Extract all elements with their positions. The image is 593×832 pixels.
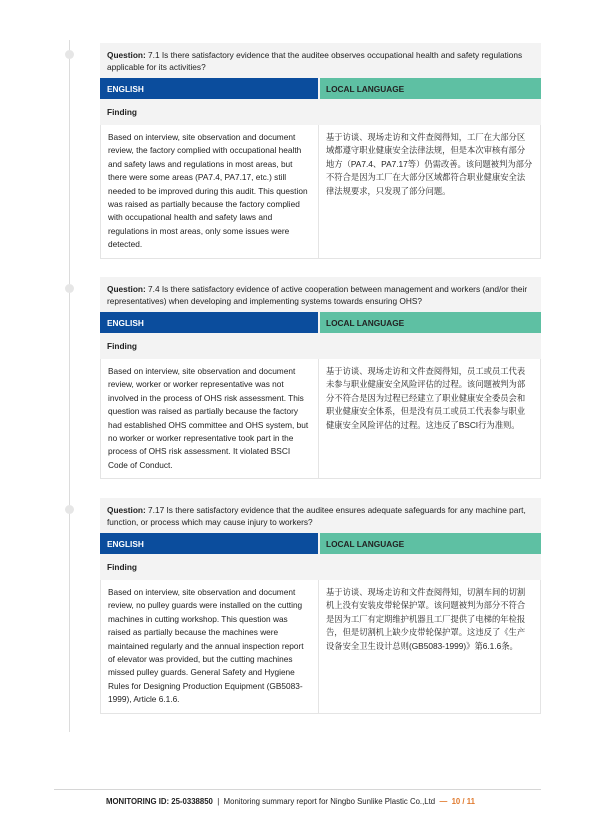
english-header: ENGLISH bbox=[100, 312, 318, 333]
timeline-dot bbox=[65, 505, 74, 514]
monitoring-id: MONITORING ID: 25-0338850 bbox=[106, 797, 213, 806]
page-number: 10 / 11 bbox=[451, 797, 475, 806]
finding-content-row bbox=[100, 359, 541, 479]
question-label: Question: bbox=[107, 284, 146, 294]
finding-local-text: 基于访谈、现场走访和文件查阅得知，员工或员工代表未参与职业健康安全风险评估的过程。该问题被判为部分不符合是因为过程已经建立了职业健康安全委员会和职业健康安全体系，但是没有员工或员工代表参与职业健康安全风险评估的过程。这违反了BSCI行为准则。 bbox=[319, 359, 540, 478]
finding-content-row bbox=[100, 125, 541, 259]
language-header-row bbox=[100, 312, 541, 333]
language-header-row bbox=[100, 533, 541, 554]
question-text: 7.17 Is there satisfactory evidence that the auditee ensures adequate safeguards for any machine part, function, or process which may cause injury to workers? bbox=[107, 505, 526, 527]
footer-separator: | bbox=[217, 797, 220, 806]
finding-english-text: Based on interview, site observation and document review, no pulley guards were installed on the cutting machines in cutting workshop. This question was raised as partially because the machines were maintained regularly and the annual inspection report of elevator was provided, but the cutting machines missed pulley guards. General Safety and Hygiene Rules for Designing Production Equipment (GB5083-1999), Article 6.1.6. bbox=[101, 580, 319, 713]
finding-english-text: Based on interview, site observation and document review, worker or worker representative was not involved in the process of OHS risk assessment. This question was raised as partially because the factory had established OHS committee and OHS system, but no worker or worker representative took part in the process of OHS risk assessment. It violated BSCI Code of Conduct. bbox=[101, 359, 319, 478]
question-label: Question: bbox=[107, 50, 146, 60]
question-text: 7.1 Is there satisfactory evidence that the auditee observes occupational health and safety regulations applicable for its activities? bbox=[107, 50, 523, 72]
finding-local-text: 基于访谈、现场走访和文件查阅得知，工厂在大部分区域都遵守职业健康安全法律法规，但是本次审核有部分地方（PA7.4、PA7.17等）仍需改善。该问题被判为部分不符合是因为工厂在大部分区域都符合职业健康安全法律法规要求，只发现了部分问题。 bbox=[319, 125, 540, 258]
finding-label: Finding bbox=[100, 99, 541, 125]
timeline-line bbox=[69, 40, 70, 732]
finding-label: Finding bbox=[100, 554, 541, 580]
page-footer bbox=[106, 797, 475, 806]
local-language-header: LOCAL LANGUAGE bbox=[320, 78, 541, 99]
question-heading bbox=[100, 498, 541, 533]
finding-local-text: 基于访谈、现场走访和文件查阅得知，切割车间的切割机上没有安装皮带轮保护罩。该问题被判为部分不符合是因为工厂有定期维护机器且工厂提供了电梯的年检报告，但是切割机上缺少皮带轮保护罩。这违反了《生产设备安全卫生设计总则(GB5083-1999)》第6.1.6条。 bbox=[319, 580, 540, 713]
question-label: Question: bbox=[107, 505, 146, 515]
timeline-dot bbox=[65, 284, 74, 293]
finding-label: Finding bbox=[100, 333, 541, 359]
question-heading bbox=[100, 277, 541, 312]
question-block-7-17 bbox=[100, 498, 541, 714]
question-block-7-4 bbox=[100, 277, 541, 479]
local-language-header: LOCAL LANGUAGE bbox=[320, 312, 541, 333]
english-header: ENGLISH bbox=[100, 533, 318, 554]
english-header: ENGLISH bbox=[100, 78, 318, 99]
footer-dash: — bbox=[439, 797, 448, 806]
footer-divider bbox=[54, 789, 541, 790]
question-heading bbox=[100, 43, 541, 78]
question-text: 7.4 Is there satisfactory evidence of active cooperation between management and workers (and/or their representatives) when developing and implementing systems towards ensuring OHS? bbox=[107, 284, 528, 306]
language-header-row bbox=[100, 78, 541, 99]
local-language-header: LOCAL LANGUAGE bbox=[320, 533, 541, 554]
report-title: Monitoring summary report for Ningbo Sunlike Plastic Co.,Ltd bbox=[223, 797, 436, 806]
question-block-7-1 bbox=[100, 43, 541, 259]
finding-english-text: Based on interview, site observation and document review, the factory complied with occupational health and safety laws and regulations in most areas, but there were some areas (PA7.4, PA7.17, etc.) still needed to be improved during this audit. This question was raised as partially because the factory complied with occupational health and safety laws and regulations in most areas, only some issues were detected. bbox=[101, 125, 319, 258]
finding-content-row bbox=[100, 580, 541, 714]
timeline-dot bbox=[65, 50, 74, 59]
